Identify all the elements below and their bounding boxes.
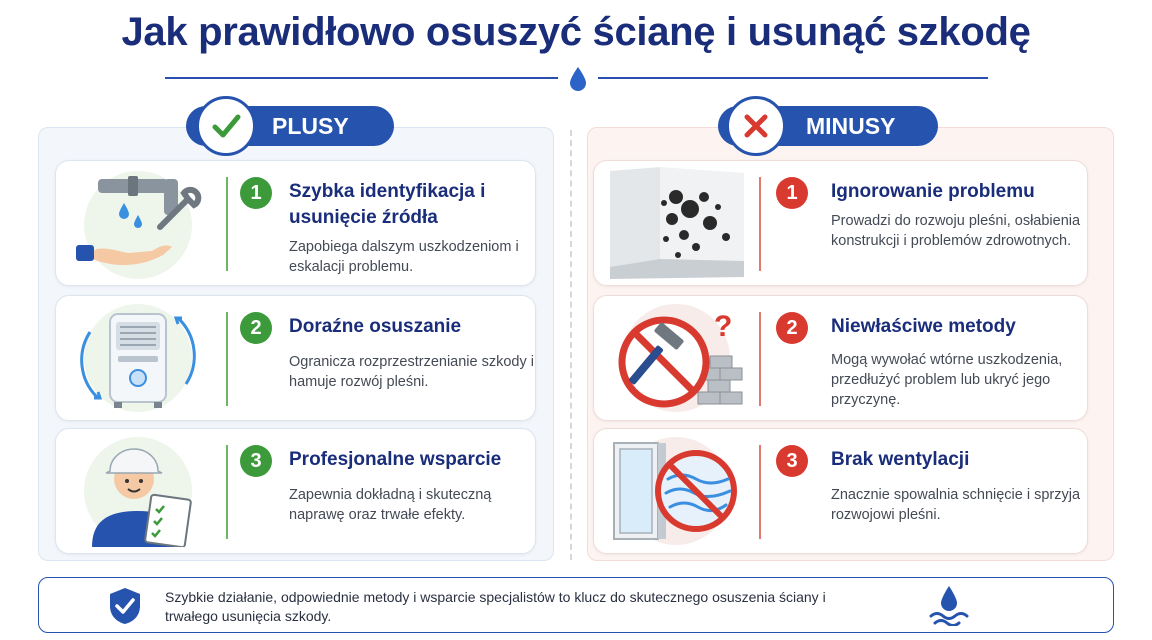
card-description: Mogą wywołać wtórne uszkodzenia, przedłużyć problem lub ukryć jego przyczynę. [831, 352, 1063, 408]
card-heading: Brak wentylacji [831, 449, 970, 470]
technician-icon [68, 435, 208, 547]
summary-text: Szybkie działanie, odpowiednie metody i wsparcie specjalistów to klucz do skutecznego osuszenia ściany i trwałego usunięcia szkody. [165, 589, 826, 624]
page-title: Jak prawidłowo osuszyć ścianę i usunąć szkodę [121, 10, 1031, 54]
water-drop-icon [569, 66, 587, 92]
card-heading: Profesjonalne wsparcie [289, 449, 502, 470]
minus-card-1 [593, 160, 1088, 286]
plus-card-2 [55, 295, 536, 421]
card-description: Znacznie spowalnia schnięcie i sprzyja rozwojowi pleśni. [831, 487, 1081, 523]
title-rule-left [165, 77, 558, 79]
step-number: 1 [776, 177, 808, 209]
mold-wall-icon [606, 167, 746, 279]
card-description: Zapobiega dalszym uszkodzeniom i eskalacji problemu. [289, 239, 519, 275]
card-heading: Szybka identyfikacja i usunięcie źródła [289, 181, 486, 228]
minus-header: MINUSY [718, 106, 938, 146]
shield-check-icon [107, 586, 143, 626]
column-divider [570, 130, 572, 560]
plus-card-1 [55, 160, 536, 286]
water-drop-waves-icon [927, 584, 971, 626]
no-hammer-icon [606, 302, 746, 414]
card-description: Prowadzi do rozwoju pleśni, osłabienia konstrukcji i problemów zdrowotnych. [831, 213, 1081, 249]
minus-card-3 [593, 428, 1088, 554]
card-description: Ogranicza rozprzestrzenianie szkody i hamuje rozwój pleśni. [289, 354, 534, 390]
step-number: 3 [240, 445, 272, 477]
step-number: 3 [776, 445, 808, 477]
card-heading: Doraźne osuszanie [289, 316, 462, 337]
checkmark-icon [196, 96, 256, 156]
card-heading: Niewłaściwe metody [831, 316, 1016, 337]
summary-footer [38, 577, 1114, 633]
no-ventilation-icon [606, 435, 746, 547]
step-number: 2 [776, 312, 808, 344]
step-number: 2 [240, 312, 272, 344]
step-number: 1 [240, 177, 272, 209]
pipe-leak-repair-icon [68, 167, 208, 279]
svg-text:?: ? [714, 310, 733, 343]
minus-card-2 [593, 295, 1088, 421]
card-description: Zapewnia dokładną i skuteczną naprawę oraz trwałe efekty. [289, 487, 492, 523]
plus-card-3 [55, 428, 536, 554]
card-heading: Ignorowanie problemu [831, 181, 1035, 202]
title-rule-right [598, 77, 988, 79]
cross-icon [726, 96, 786, 156]
plus-header: PLUSY [186, 106, 394, 146]
dehumidifier-icon [68, 302, 208, 414]
